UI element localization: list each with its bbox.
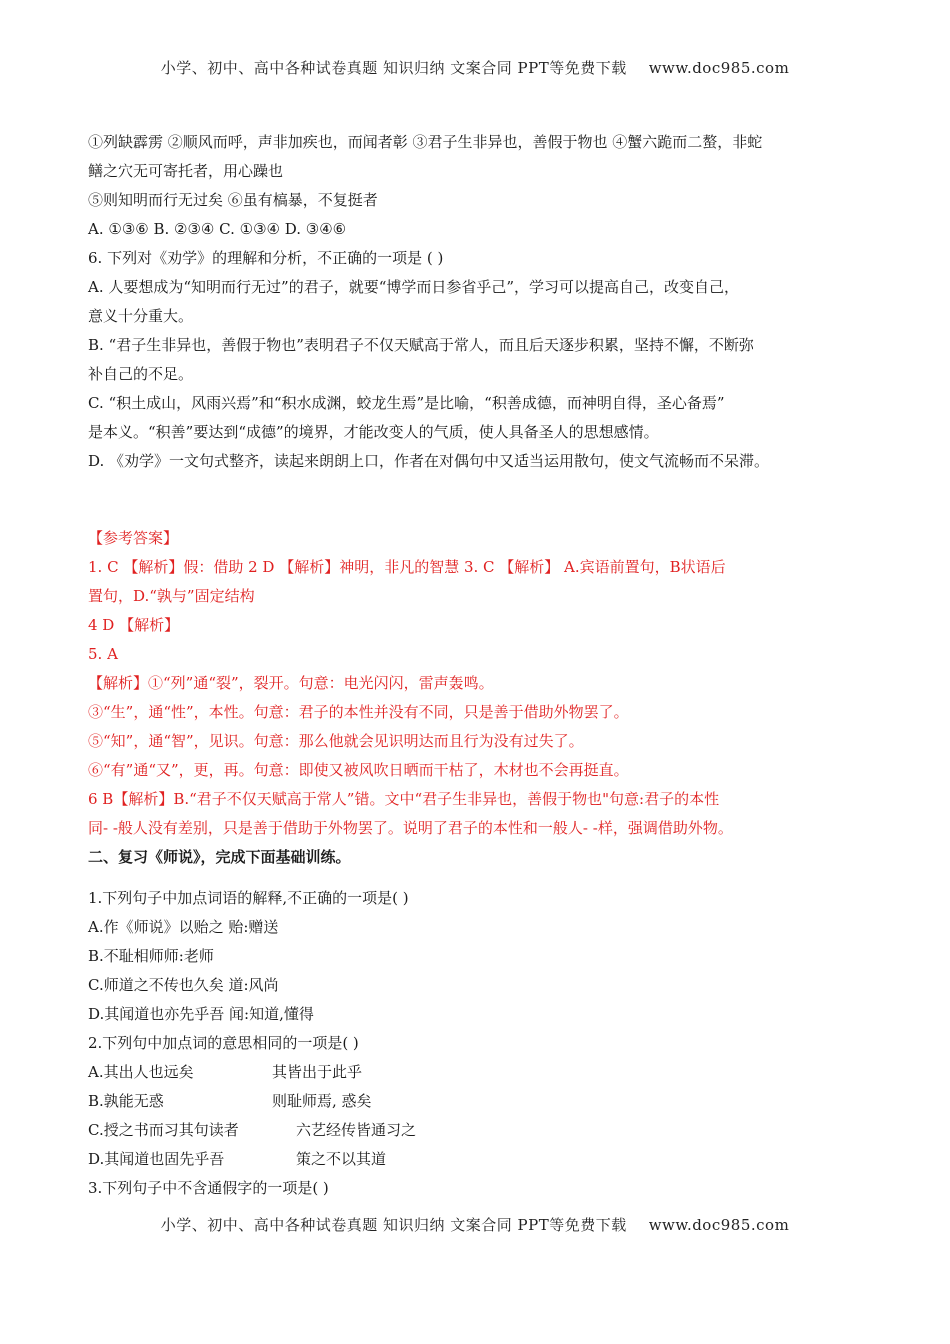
q6-option-b-2: 补自己的不足。 <box>88 365 194 383</box>
answer-line-6: ③“生”，通“性”，本性。句意：君子的本性并没有不同，只是善于借助外物罢了。 <box>88 703 629 721</box>
sq2-option-d-left: D.其闻道也固先乎吾 <box>88 1150 225 1168</box>
sq1-option-b: B.不耻相师师:老师 <box>88 947 214 965</box>
sq2-option-b-right: 则耻师焉, 惑矣 <box>272 1092 372 1110</box>
q6-option-a-1: A. 人要想成为“知明而行无过”的君子，就要“博学而日参省乎己”，学习可以提高自己，改变自己， <box>88 278 740 296</box>
page-footer <box>0 1214 950 1235</box>
sq2-option-c-right: 六艺经传皆通习之 <box>296 1121 417 1139</box>
q5-options: A. ①③⑥ B. ②③④ C. ①③④ D. ③④⑥ <box>88 220 347 238</box>
sq2-option-d-right: 策之不以其道 <box>296 1150 387 1168</box>
header-url[interactable]: www.doc985.com <box>648 59 790 77</box>
answer-line-9: 6 B【解析】B.“君子不仅天赋高于常人”错。文中“君子生非异也，善假于物也"句意:君子的本性 <box>88 790 720 808</box>
q5-line1: ①列缺霹雳 ②顺风而呼，声非加疾也，而闻者彰 ③君子生非异也，善假于物也 ④蟹六跪而二螯，非蛇 <box>88 133 763 151</box>
sq2-option-b-left: B.孰能无惑 <box>88 1092 164 1110</box>
sq2-option-a <box>88 1058 866 1087</box>
page-header <box>0 57 950 78</box>
q5-line2: 鳝之穴无可寄托者，用心躁也 <box>88 162 284 180</box>
sq1-option-d: D.其闻道也亦先乎吾 闻:知道,懂得 <box>88 1005 314 1023</box>
q6-option-b-1: B. “君子生非异也，善假于物也”表明君子不仅天赋高于常人，而且后天逐步积累，坚持不懈，不断弥 <box>88 336 754 354</box>
q5-line3: ⑤则知明而行无过矣 ⑥虽有槁暴，不复挺者 <box>88 191 378 209</box>
q6-option-c-1: C. “积土成山，风雨兴焉”和“积水成渊，蛟龙生焉”是比喻，“积善成德，而神明自得，圣心备焉” <box>88 394 725 412</box>
sq2-option-d <box>88 1145 866 1174</box>
sq1-option-a: A.作《师说》以贻之 贻:赠送 <box>88 918 279 936</box>
footer-text: 小学、初中、高中各种试卷真题 知识归纳 文案合同 PPT等免费下载 <box>160 1216 627 1234</box>
q6-option-d-1: D. 《劝学》一文句式整齐，读起来朗朗上口，作者在对偶句中又适当运用散句，使文气流畅而不呆滞。 <box>88 452 770 470</box>
sq2-option-a-right: 其皆出于此乎 <box>272 1063 363 1081</box>
q6-option-c-2: 是本义。“积善”要达到“成德”的境界，才能改变人的气质，使人具备圣人的思想感情。 <box>88 423 659 441</box>
sq3-stem: 3.下列句子中不含通假字的一项是( ) <box>88 1179 329 1197</box>
answer-line-7: ⑤“知”，通“智”，见识。句意：那么他就会见识明达而且行为没有过失了。 <box>88 732 584 750</box>
sq1-option-c: C.师道之不传也久矣 道:风尚 <box>88 976 279 994</box>
q6-stem: 6. 下列对《劝学》的理解和分析，不正确的一项是 ( ) <box>88 249 444 267</box>
sq2-option-a-left: A.其出人也远矣 <box>88 1063 194 1081</box>
section2-title: 二、复习《师说》，完成下面基础训练。 <box>88 848 351 866</box>
document-body <box>88 128 866 1203</box>
footer-url[interactable]: www.doc985.com <box>648 1216 790 1234</box>
sq1-stem: 1.下列句子中加点词语的解释,不正确的一项是( ) <box>88 889 409 907</box>
answer-line-2: 置句，D.“孰与”固定结构 <box>88 587 255 605</box>
answer-line-1: 1. C 【解析】假：借助 2 D 【解析】神明，非凡的智慧 3. C 【解析】 A.宾语前置句，B状语后 <box>88 558 726 576</box>
answers-title: 【参考答案】 <box>88 529 179 547</box>
q6-option-a-2: 意义十分重大。 <box>88 307 194 325</box>
header-text: 小学、初中、高中各种试卷真题 知识归纳 文案合同 PPT等免费下载 <box>160 59 627 77</box>
answer-line-3: 4 D 【解析】 <box>88 616 180 634</box>
answer-line-5: 【解析】①“列”通“裂”，裂开。句意：电光闪闪，雷声轰鸣。 <box>88 674 494 692</box>
sq2-option-c-left: C.授之书而习其句读者 <box>88 1121 239 1139</box>
sq2-stem: 2.下列句中加点词的意思相同的一项是( ) <box>88 1034 359 1052</box>
answer-line-4: 5. A <box>88 645 118 663</box>
answer-line-10: 同- -般人没有差别，只是善于借助于外物罢了。说明了君子的本性和一般人- -样，强调借助外物。 <box>88 819 733 837</box>
answer-line-8: ⑥“有”通“又”，更，再。句意：即使又被风吹日晒而干枯了，木材也不会再挺直。 <box>88 761 629 779</box>
sq2-option-b <box>88 1087 866 1116</box>
sq2-option-c <box>88 1116 866 1145</box>
